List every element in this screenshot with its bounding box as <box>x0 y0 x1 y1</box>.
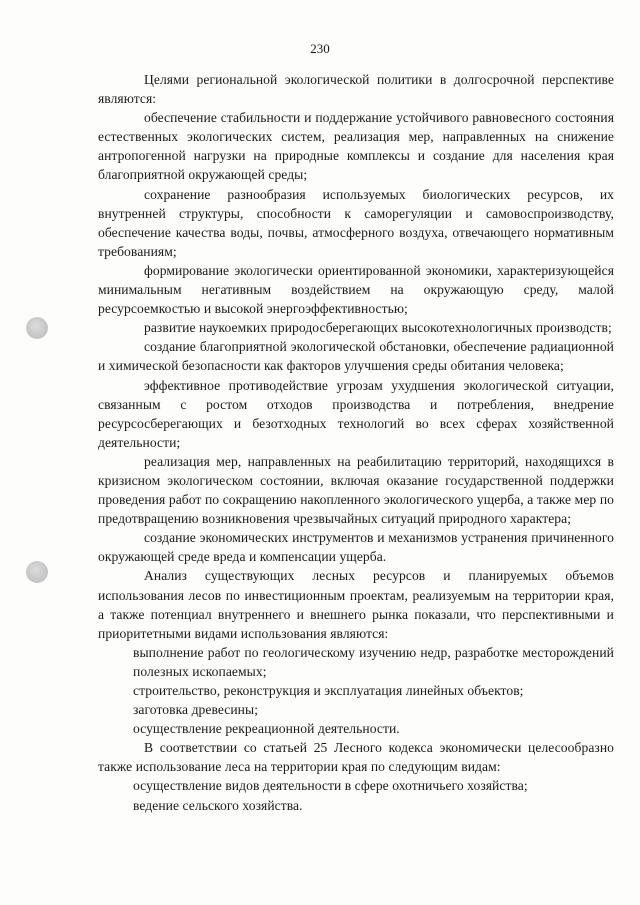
paragraph: В соответствии со статьей 25 Лесного кодекса экономически целесообразно также использование леса на территории края по следующим видам: <box>98 740 614 775</box>
paragraph: эффективное противодействие угрозам ухудшения экологической ситуации, связанным с ростом отходов производства и потребления, внедрение ресурсосберегающих и безотходных технологий во всех сферах хозяйственной деятельности; <box>98 377 614 450</box>
paragraph: реализация мер, направленных на реабилитацию территорий, находящихся в кризисном экологическом состоянии, включая оказание государственной поддержки проведения работ по сокращению накопленного экологического ущерба, а также мер по предотвращению возникновения чрезвычайных ситуаций природного характера; <box>98 453 614 527</box>
paragraph: развитие наукоемких природосберегающих высокотехнологичных производств; <box>144 320 612 336</box>
list-item: заготовка древесины; <box>133 702 259 718</box>
punch-hole <box>26 317 48 339</box>
punch-hole <box>26 561 48 583</box>
paragraph: создание экономических инструментов и механизмов устранения причиненного окружающей среде вреда и компенсации ущерба. <box>98 530 614 565</box>
paragraph: Целями региональной экологической политики в долгосрочной перспективе являются: <box>98 72 614 107</box>
paragraph: сохранение разнообразия используемых биологических ресурсов, их внутренней структуры, способности к саморегуляции и самовоспроизводству, обеспечение качества воды, почвы, атмосферного воздуха, отвечающего нормативным требованиям; <box>98 186 614 259</box>
document-body <box>98 70 614 815</box>
list-item: осуществление рекреационной деятельности. <box>133 721 400 737</box>
list-item: выполнение работ по геологическому изучению недр, разработке месторождений полезных ископаемых; <box>133 644 614 679</box>
page-number: 230 <box>310 41 330 56</box>
list-item: строительство, реконструкция и эксплуатация линейных объектов; <box>133 683 524 698</box>
list-item: осуществление видов деятельности в сфере охотничьего хозяйства; <box>133 778 528 794</box>
paragraph: обеспечение стабильности и поддержание устойчивого равновесного состояния естественных экологических систем, реализация мер, направленных на снижение антропогенной нагрузки на природные комплексы и создание для населения края благоприятной окружающей среды; <box>98 110 614 183</box>
paragraph: Анализ существующих лесных ресурсов и планируемых объемов использования лесов по инвестиционным проектам, реализуемым на территории края, а также потенциал внутреннего и внешнего рынка показали, что перспективными и приоритетными видами использования являются: <box>98 568 614 641</box>
paragraph: создание благоприятной экологической обстановки, обеспечение радиационной и химической безопасности как факторов улучшения среды обитания человека; <box>98 339 614 374</box>
paragraph: формирование экологически ориентированной экономики, характеризующейся минимальным негативным воздействием на окружающую среду, малой ресурсоемкостью и высокой энергоэффективностью; <box>98 262 614 317</box>
list-item: ведение сельского хозяйства. <box>133 797 303 813</box>
